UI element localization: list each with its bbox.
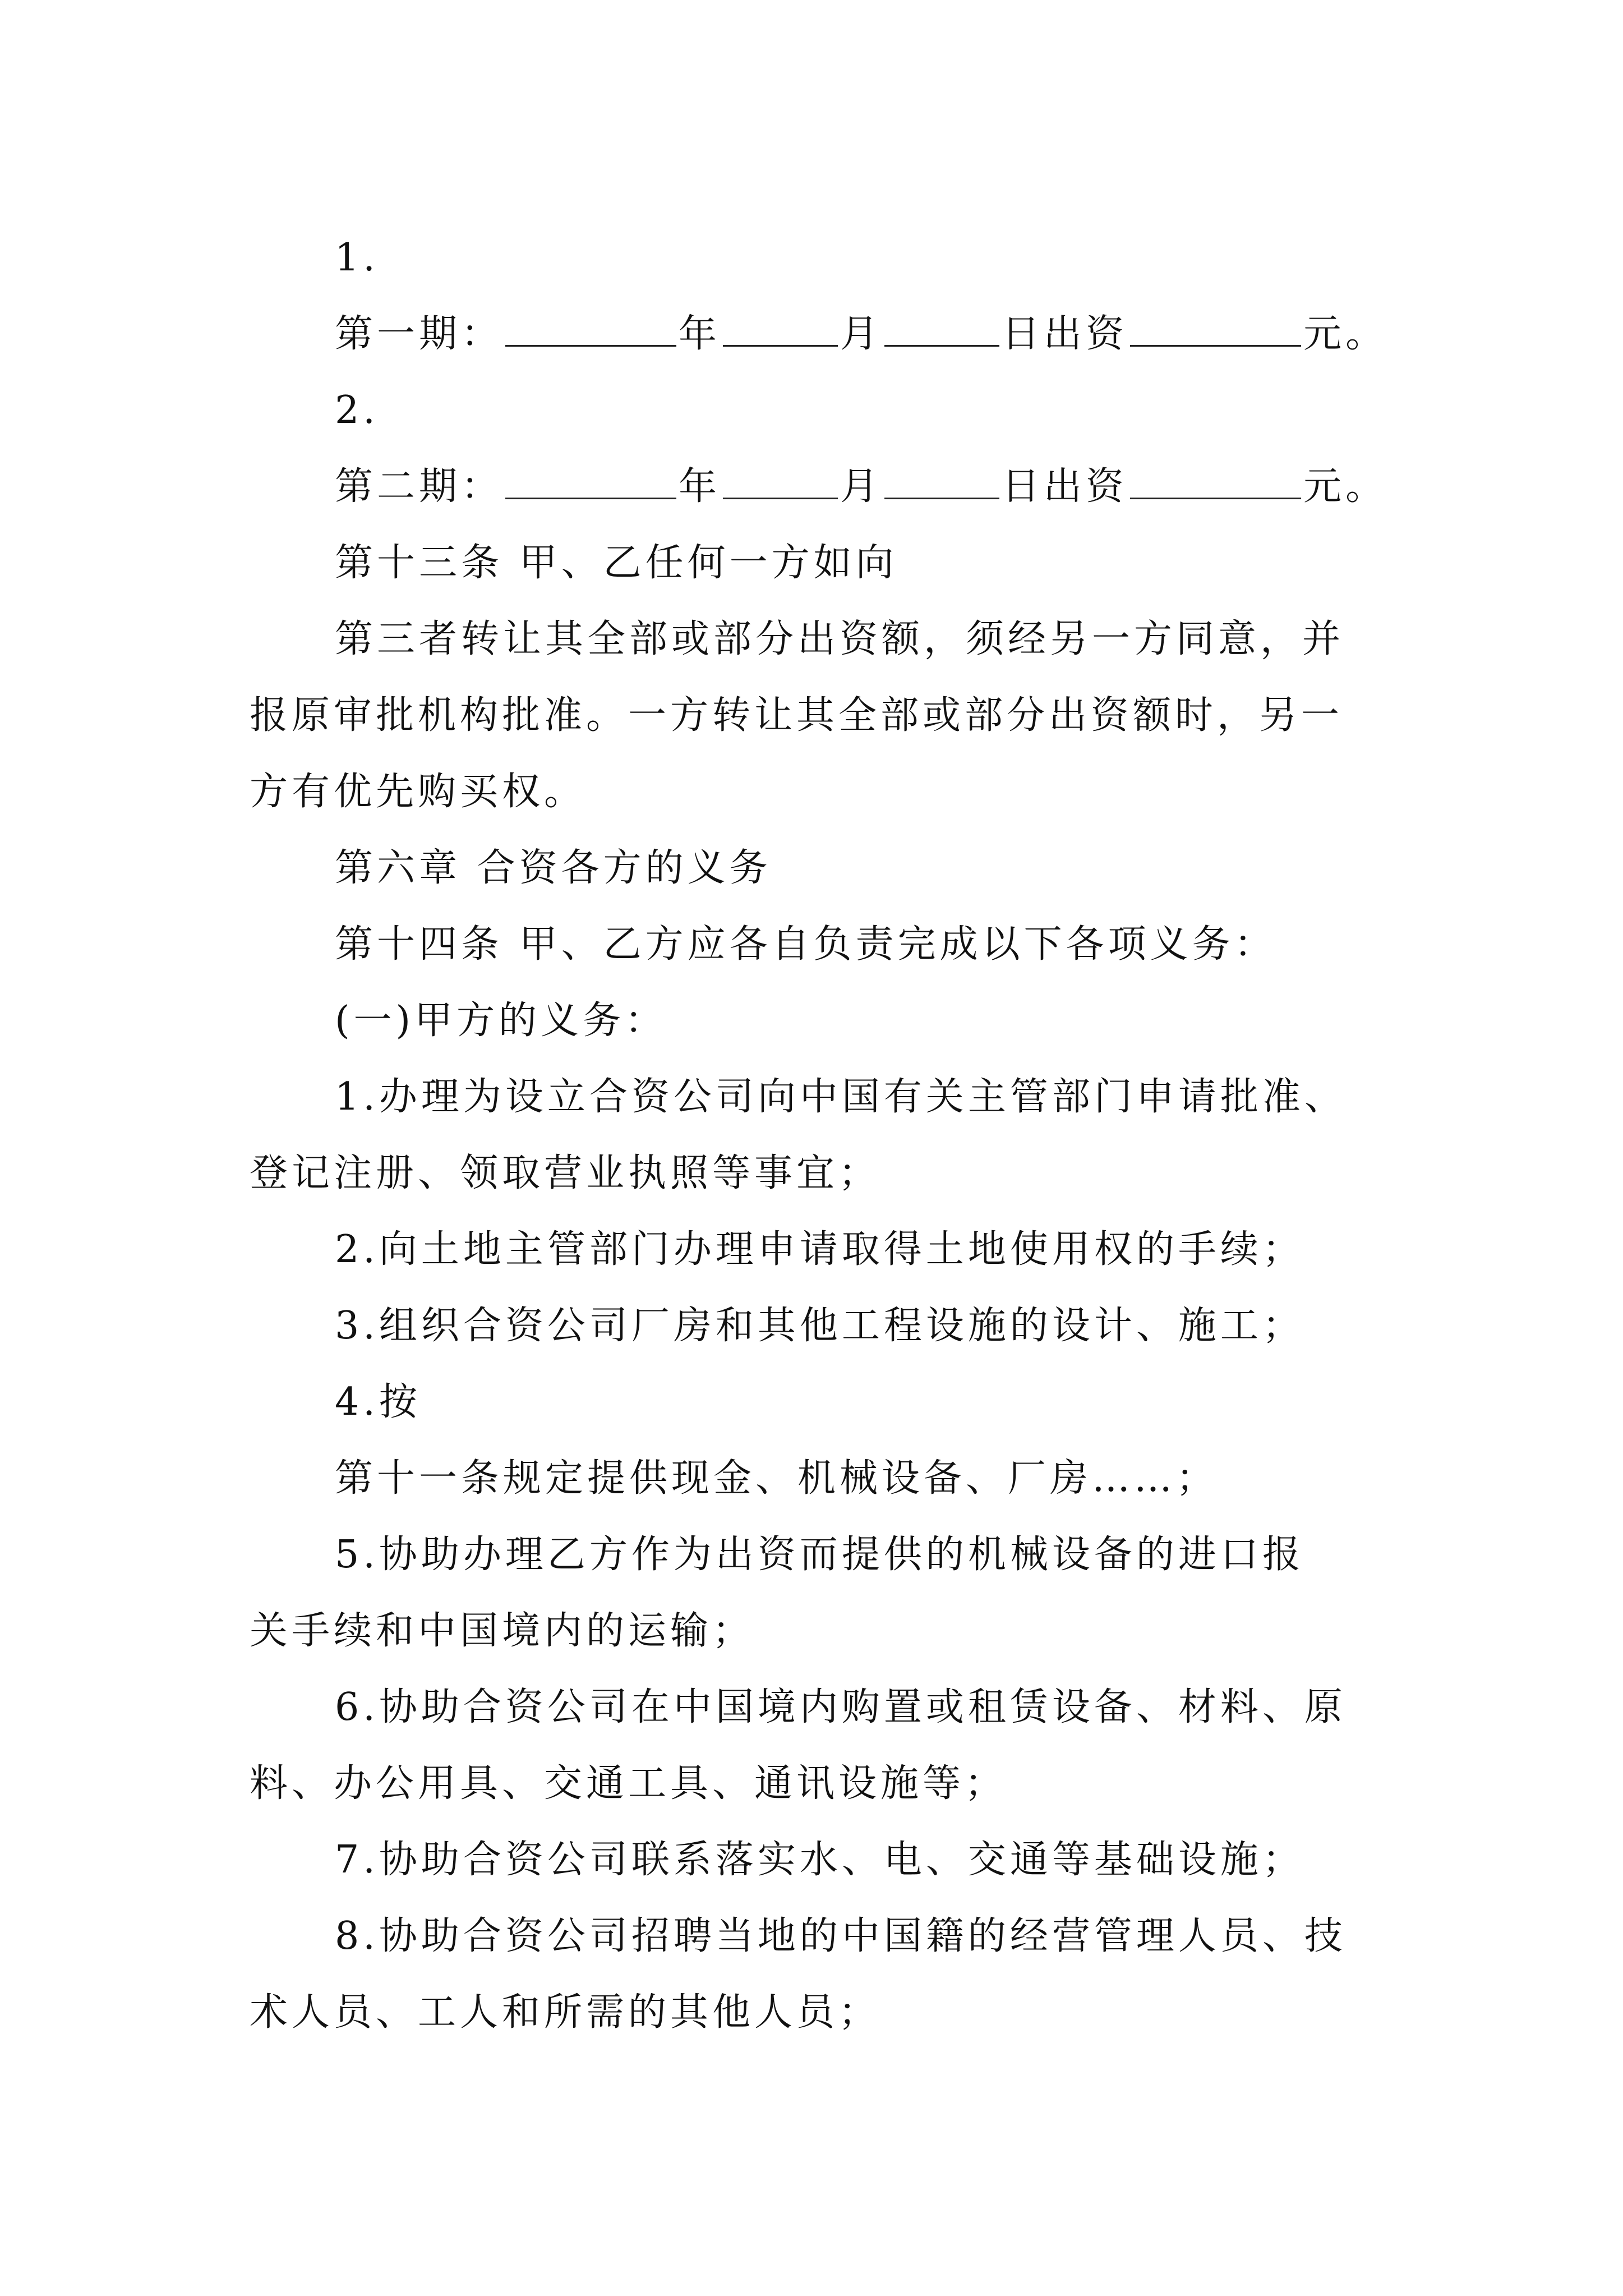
year-text: 年 [679, 464, 721, 509]
amount-blank [1130, 463, 1301, 499]
article-14-heading: 第十四条 甲、乙方应各自负责完成以下各项义务： [335, 922, 1276, 967]
unit-text: 元。 [1303, 312, 1388, 356]
day-blank [884, 310, 999, 347]
year-text: 年 [679, 312, 721, 356]
paragraph-line: 方有优先购买权。 [250, 770, 587, 814]
year-blank [505, 310, 676, 347]
month-blank [723, 463, 838, 499]
list-item-continuation: 术人员、工人和所需的其他人员； [250, 1990, 881, 2035]
chapter-6-heading: 第六章 合资各方的义务 [335, 846, 772, 890]
list-item: 5.协助办理乙方作为出资而提供的机械设备的进口报 [335, 1533, 1304, 1577]
list-item-continuation: 第十一条规定提供现金、机械设备、厂房……； [335, 1456, 1219, 1501]
month-text: 月 [840, 464, 883, 509]
list-number-1: 1. [335, 236, 379, 280]
list-item-continuation: 登记注册、领取营业执照等事宜； [250, 1151, 881, 1195]
payment-phase-2 [250, 449, 1388, 525]
list-item: 3.组织合资公司厂房和其他工程设施的设计、施工； [335, 1304, 1304, 1348]
day-blank [884, 463, 999, 499]
list-item: 8.协助合资公司招聘当地的中国籍的经营管理人员、技 [335, 1914, 1347, 1958]
list-item: 7.协助合资公司联系落实水、电、交通等基础设施； [335, 1838, 1304, 1882]
article-13-heading: 第十三条 甲、乙任何一方如向 [335, 541, 898, 585]
amount-blank [1130, 310, 1301, 347]
unit-text: 元。 [1303, 464, 1388, 509]
section-heading: (一)甲方的义务： [335, 999, 667, 1043]
list-item: 4.按 [335, 1380, 421, 1424]
list-item: 1.办理为设立合资公司向中国有关主管部门申请批准、 [335, 1075, 1347, 1119]
phase-label: 第一期： [335, 312, 504, 356]
list-item: 2.向土地主管部门办理申请取得土地使用权的手续； [335, 1227, 1304, 1272]
payment-phase-1 [250, 296, 1388, 372]
month-text: 月 [840, 312, 883, 356]
document-body [250, 220, 1388, 2051]
list-item-continuation: 关手续和中国境内的运输； [250, 1609, 755, 1653]
list-item: 6.协助合资公司在中国境内购置或租赁设备、材料、原 [335, 1685, 1347, 1729]
paragraph-line: 第三者转让其全部或部分出资额，须经另一方同意，并 [335, 617, 1345, 661]
month-blank [723, 310, 838, 347]
list-number-2: 2. [335, 388, 379, 432]
paragraph-line: 报原审批机构批准。一方转让其全部或部分出资额时，另一 [250, 693, 1344, 738]
list-item-continuation: 料、办公用具、交通工具、通讯设施等； [250, 1761, 1007, 1806]
day-text: 日出资 [1002, 312, 1128, 356]
year-blank [505, 463, 676, 499]
day-text: 日出资 [1002, 464, 1128, 509]
phase-label: 第二期： [335, 464, 504, 509]
